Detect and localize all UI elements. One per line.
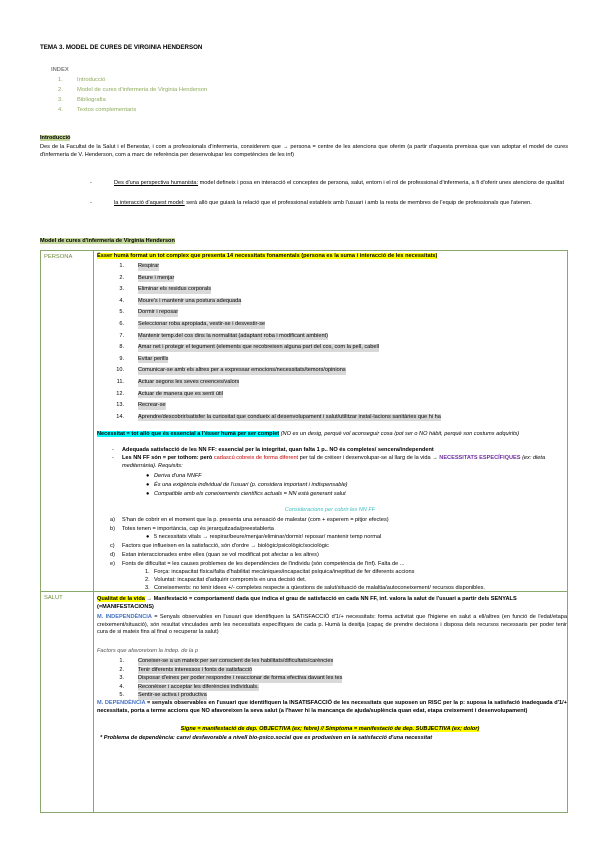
need-label: Actuar de manera que es senti útil xyxy=(138,390,223,397)
need-label: Mantenir temp.del cos dins la normalitat (adaptant roba i modificant ambient) xyxy=(138,332,328,339)
need-number: 2. xyxy=(119,274,124,281)
need-number: 1. xyxy=(119,263,124,269)
need-label: Amar net i protegir el tegument (elements que recobreixen alguna part del cos, com la pell, cabell xyxy=(138,344,379,351)
need-label: Eliminar els residus corporals xyxy=(138,286,212,293)
index-item[interactable]: 1. Introducció xyxy=(58,77,106,83)
factors-title: Factors que afavoreixen la indep. de la p xyxy=(97,648,199,654)
independence-paragraph: M. INDEPENDÈNCIA = Senyals observables en l'usuari que identifiquen la SATISFACCIÓ d'1/+ necessitats: forma activitat que l'higiene en salut a ell/altres (en funció de l'edat/etapa creixement/situació), són resultat vinculades amb les necessitats específiques de cada p. Humà la desitja (capaç de prendre decisions i disposa dels recursos necessaris per poder tenir cura de si mateix fins al final o recuperar la salut) xyxy=(97,614,567,636)
consideration-a: S'han de cobrir en el moment que la p. presenta una sensació de malestar (com + esperem = pitjor efectes) xyxy=(122,517,389,523)
requirement-2: És una exigència individual de l'usuari (p. considera important i indispensable) xyxy=(154,482,348,488)
signe-symptom: Signe = manifestació de dep. OBJECTIVA (ex; febre) // Símptoma = manifestació de dep. SUBJECTIVA (ex; dolor) xyxy=(180,726,480,732)
factor-number: 5. xyxy=(119,692,124,699)
index-item[interactable]: 2. Model de cures d'infermeria de Virginia Henderson xyxy=(58,87,208,93)
need-label: Recrear-se xyxy=(138,402,166,409)
considerations-title: Consideracions per cobrir les NN FF xyxy=(284,507,376,513)
intro-bullet-2: - la interacció d'aquest model: serà allò que guiarà la relació que el professional estableix amb l'usuari i amb la resta de membres de l'equip de professionals que l'atenen. xyxy=(90,200,532,206)
factor-label: Disposar d'eines per poder respondre i reaccionar de forma efectiva davant les tes xyxy=(138,675,343,682)
requirement-3: Compatible amb els coneixements científics actuals = NN està generant salut xyxy=(154,491,346,497)
need-label: Actuar segons les seves creences/valors xyxy=(138,379,240,385)
difficulty-3: Coneixements: no tenir idees +/- completes respecte a qüestions de salut/situació de malaltia/autoconeixement/ recursos disponibles. xyxy=(154,585,485,591)
salut-label: SALUT xyxy=(41,592,94,813)
consideration-b: Totes tenen = importància, cap és jerarquitzada/preestablerta xyxy=(122,526,274,532)
factor-label: Sentir-se activa i productiva xyxy=(138,692,207,699)
document-title: TEMA 3. MODEL DE CURES DE VIRGINIA HENDERSON xyxy=(40,44,203,51)
need-label: Beure i menjar xyxy=(138,274,175,281)
need-label: Respirar xyxy=(138,263,160,269)
factor-number: 2. xyxy=(119,666,124,673)
factor-number: 1. xyxy=(119,658,124,664)
dependence-problem: * Problema de dependència: canvi desfavorable a nivell bio-psico.social que es produeixen en la satisfacció d'una necessitat xyxy=(100,735,433,741)
consideration-e: Fonts de dificultat = les causes problemes de les dependències de l'individu (són competència de l'inf). Falta de ... xyxy=(122,561,405,567)
consideration-c: Factors que influeixen en la satisfacció, són d'ordre → biològic/psicològic/sociològic xyxy=(122,543,329,549)
persona-label: PERSONA xyxy=(41,251,94,592)
need-number: 4. xyxy=(119,297,124,304)
intro-heading: Introducció xyxy=(40,135,71,141)
nn-point-1: Adequada satisfacció de les NN FF: essencial per la integritat, quan falta 1 p.. NO és completes/ sencera/independent xyxy=(122,447,434,453)
need-label: Moure's i mantenir una postura adequada xyxy=(138,297,242,304)
nn-point-2: - Les NN FF són = per tothom: però cadascú cobreix de forma diferent per tal de créixer i desenvolupar-se al llarg de la vida → NECESSITATS ESPECÍFIQUES (ex: dieta mediterrània). Requisits: xyxy=(112,455,546,469)
dependence-paragraph: M. DEPENDÈNCIA = senyals observables en l'usuari que identifiquen la INSATISFACCIÓ de les necessitats que suposen un RISC per la p: suposa la satisfació inadequada d'1/+ necessitats, porta a terme accions que NO afavoreixen la seva salut (a l'haver hi la mancança de ajuda/suplència quan edat, etapa creixement i desenvolupament) xyxy=(97,700,567,714)
intro-bullet-1: - Des d'una perspectiva humanista: model defineix i posa en interacció el conceptes de persona, salut, entorn i el rol de professional d'infermeria, a fi d'oferir unes atencions de qualitat xyxy=(90,180,565,186)
need-number: 7. xyxy=(119,332,124,339)
need-label: Evitar perills xyxy=(138,355,169,362)
salut-lead: Qualitat de la vida → Manifestació = comportament/ dada que indica el grau de satisfacció en cada NN FF, inf. valora la salut de l'usuari a partir dels SENYALS (=MANIFESTACIONS) xyxy=(97,596,517,610)
salut-cell xyxy=(94,592,568,813)
factor-label: Coneixer-se a un mateix per ser conscient de les habilitats/dificultats/carències xyxy=(138,658,334,664)
factor-label: Reconèixer i acceptar les diferències individuals. xyxy=(138,683,259,690)
consideration-b-sub: 5 necessitats vitals → respirar/beure/menjar/eliminar/dormir/ reposar/ mantenir temp normal xyxy=(154,534,382,540)
index-list xyxy=(58,77,207,117)
need-number: 5. xyxy=(119,309,124,316)
need-label: Seleccionar roba apropiada, vestir-se i desvestir-se xyxy=(138,321,266,327)
difficulty-2: Voluntat: incapacitat d'adquirir compromís en una decisió det. xyxy=(154,577,307,583)
index-item[interactable]: 4. Textos complementaris xyxy=(58,107,137,113)
factor-number: 3. xyxy=(119,675,124,682)
intro-paragraph: Des de la Facultat de la Salut i el Benestar, i com a professionals d'infermeria, considerem que → persona = centre de les atencions que oferim (a partir d'aquesta premissa que van adoptar el model de cures d'infermeria de V. Henderson, com a marc de referència per desenvolupar les competències de les inf) xyxy=(40,144,568,158)
need-number: 3. xyxy=(119,286,124,293)
need-number: 6. xyxy=(119,321,124,327)
need-number: 14. xyxy=(116,413,124,420)
need-number: 11. xyxy=(116,379,124,385)
persona-lead: Ésser humà format un tot complex que presenta 14 necessitats fonamentals (persona es la suma i interacció de les necessitats) xyxy=(97,253,438,259)
requirement-1: Deriva d'una NNFF xyxy=(154,473,202,479)
factor-label: Tenir diferents interessos i fonts de satisfacció xyxy=(138,666,253,673)
necessitat-definition: Necessitat = tot allò que és essencial a l'ésser humà per ser complet (NO es un desig, perquè vol aconseguir cosa /pot ser o NO hàbit, perquè son costums adquirits) xyxy=(97,431,520,437)
need-label: Aprendre/descobrir/satisfer la curiositat que condueix al desenvolupament i salut/utilitzar instal·lacions sanitàries que hi ha xyxy=(138,413,441,420)
persona-cell: Ésser humà format un tot complex que presenta 14 necessitats fonamentals (persona es la suma i interacció de les necessitats) 1. Respirar 2. Beure i menjar 3. Eliminar els residus corporals 4. Moure's i mantenir una postura adequada 5. Dormir i reposar 6. Seleccionar roba apropiada, vestir-se i desvestir-se 7. Mantenir temp.del cos dins la normalitat (adaptant roba i modificant ambient) 8. Amar net i protegir el tegument (elements que recobreixen alguna part del cos, com la pell, cabell 9. Evitar perills 10. Comunicar-se amb els altres per a expressar emocions/necessitats/temors/opinions 11. Actuar segons les seves creences/valors 12. Actuar de manera que es senti útil 13. Recrear-se 14. Aprendre/descobrir/satisfer la curiositat que condueix al desenvolupament i salut/utilitzar instal·lacions sanitàries que hi ha Necessitat = tot allò que és essencial a l'ésser humà per ser complet (NO es un desig, perquè vol aconseguir cosa /pot ser o NO hàbit, perquè son costums adquirits) - Adequada satisfacció de les NN FF: essencial per la integritat, quan falta 1 p.. NO és completes/ sencera/independent - Les NN FF són = per tothom: però cadascú cobreix de forma diferent per tal de créixer i desenvolupar-se al llarg de la vida → NECESSITATS ESPECÍFIQUES (ex: dieta mediterrània). Requisits: ● Deriva d'una NNFF ● És una exigència individual de l'usuari (p. considera important i indispensable) ● Compatible amb els coneixements científics actuals = NN està generant salut Consideracions per cobrir les NN FF a) S'han de cobrir en el moment que la p. presenta una sensació de malestar (com + esperem = pitjor efectes) b) Totes tenen = importància, cap és jerarquitzada/preestablerta ● 5 necessitats vitals → respirar/beure/menjar/eliminar/dormir/ reposar/ mantenir temp normal c) Factors que influeixen en la satisfacció, són d'ordre → biològic/psicològic/sociològic d) Estan interaccionades entre elles (quan se vol modificat pot afectar a les altres) e) Fonts de dificultat = les causes problemes de les dependències de l'individu (són competència de l'inf). Falta de ... 1. Força: incapacitat física/falta d'habilitat mecàniques/incapacitat psíquica/ineptitud de fer diferents accions 2. Voluntat: incapacitat d'adquirir compromís en una decisió det. 3. Coneixements: no tenir idees +/- completes respecte a qüestions de salut/situació de malaltia/autoconeixement/ recursos disponibles. xyxy=(94,251,568,592)
need-label: Dormir i reposar xyxy=(138,309,179,316)
index-item[interactable]: 3. Bibliografia xyxy=(58,97,106,103)
model-table xyxy=(40,250,568,813)
need-number: 8. xyxy=(119,344,124,351)
need-number: 12. xyxy=(116,390,124,397)
need-label: Comunicar-se amb els altres per a expressar emocions/necessitats/temors/opinions xyxy=(138,367,346,374)
model-heading: Model de cures d'infermeria de Virginia Henderson xyxy=(40,238,175,244)
need-number: 13. xyxy=(116,402,124,409)
factor-number: 4. xyxy=(119,683,124,690)
difficulty-1: Força: incapacitat física/falta d'habilitat mecàniques/incapacitat psíquica/ineptitud de fer diferents accions xyxy=(154,569,415,575)
need-number: 10. xyxy=(116,367,124,374)
consideration-d: Estan interaccionades entre elles (quan se vol modificat pot afectar a les altres) xyxy=(122,552,319,558)
index-heading: INDEX xyxy=(51,67,69,73)
need-number: 9. xyxy=(119,355,124,362)
